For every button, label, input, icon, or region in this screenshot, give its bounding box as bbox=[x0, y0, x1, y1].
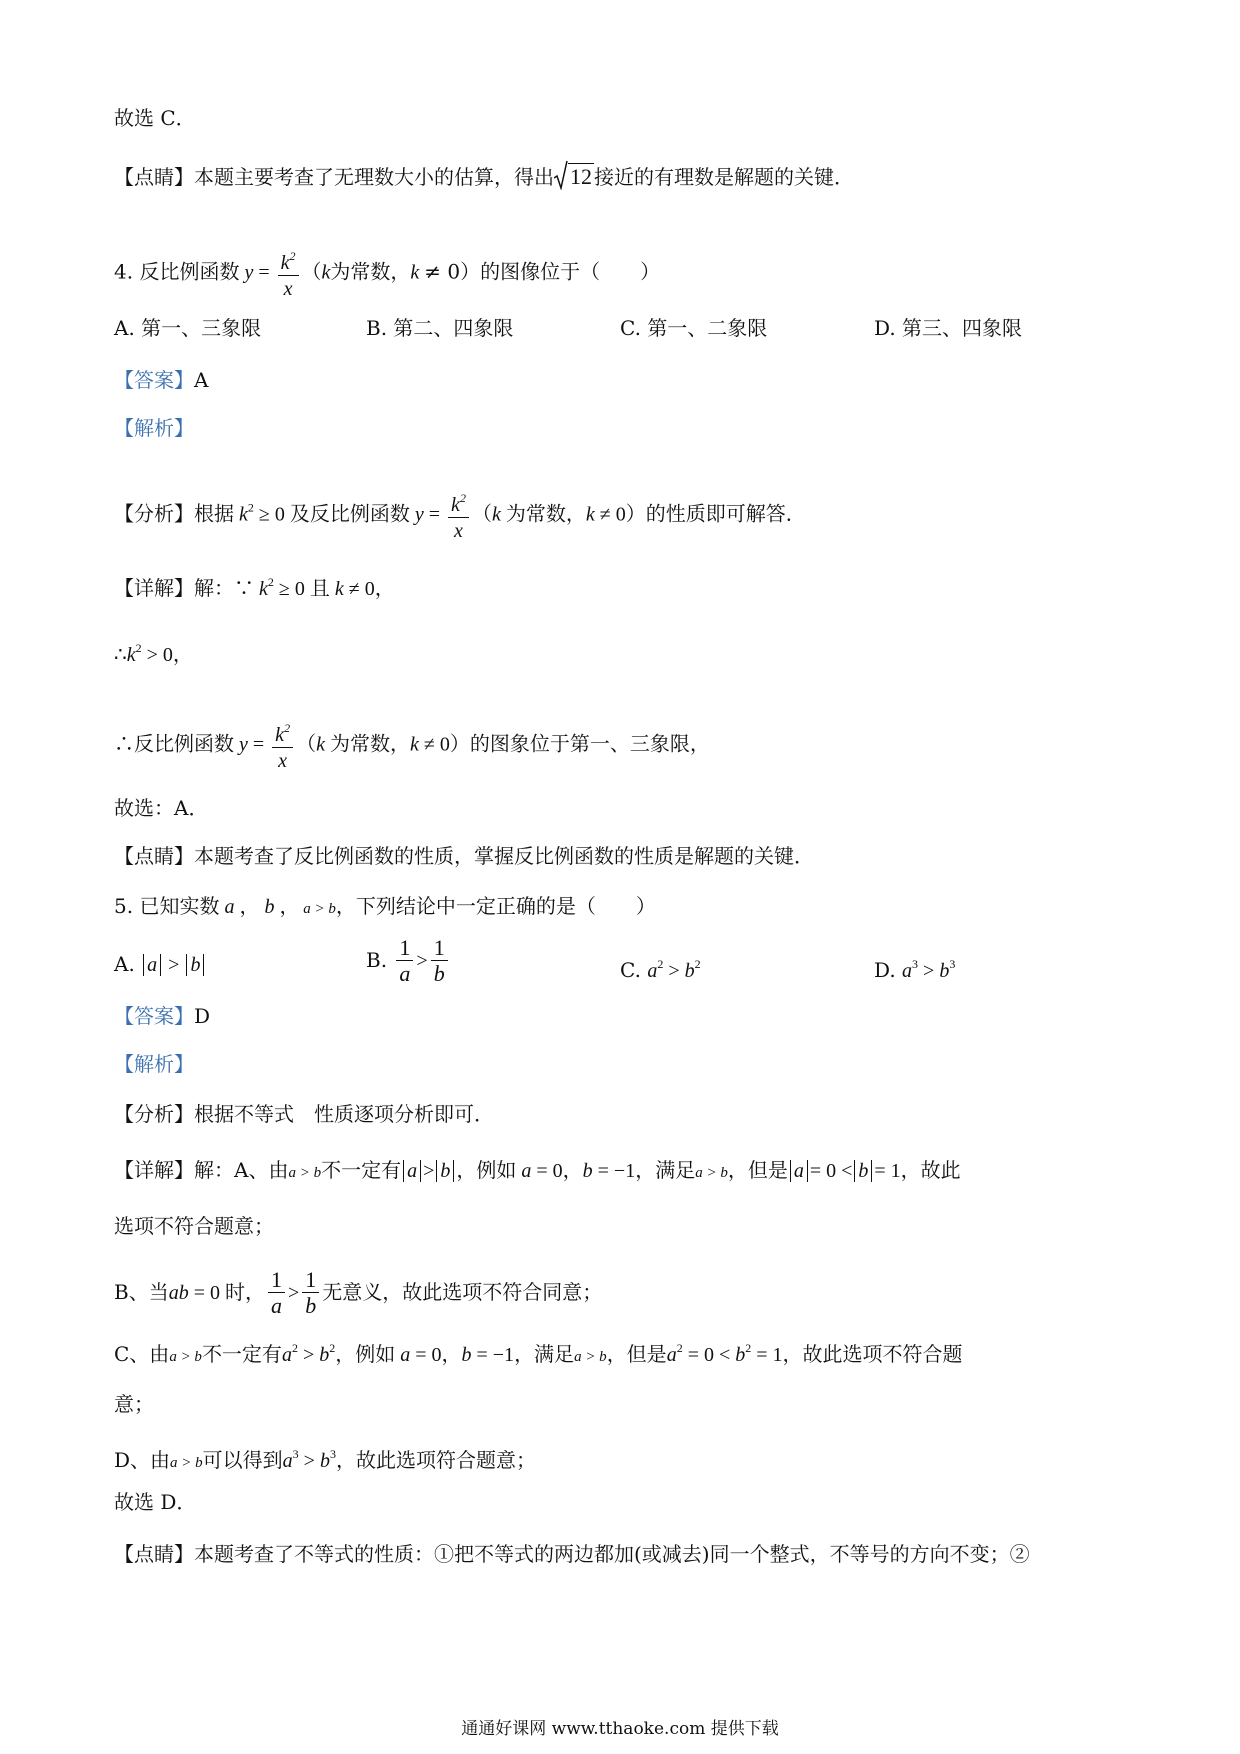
q4-therefore-2: ∴反比例函数 y = $\frac{k^2}{x}$ （k 为常数，k ≠ 0）的图象位于第一、三象限， bbox=[114, 716, 710, 774]
q4-detail: 【详解】解：∵ $k^2 \ge 0$ 且 k ≠ 0， bbox=[114, 575, 395, 600]
sqrt-12: 12 bbox=[554, 160, 594, 190]
q5-conclusion: 故选 D． bbox=[114, 1490, 197, 1514]
q4-answer: 【答案】A bbox=[114, 368, 209, 392]
footer-watermark: 通通好课网 www.tthaoke.com 提供下载 bbox=[461, 1719, 779, 1739]
q5-fenxi: 【分析】根据不等式 性质逐项分析即可． bbox=[114, 1102, 494, 1126]
q5-analysis-label: 【解析】 bbox=[114, 1052, 194, 1076]
q5-stem: 5. 已知实数 a ， b ， a > b，下列结论中一定正确的是（ ） bbox=[114, 894, 656, 918]
q4-option-a: A. 第一、三象限 bbox=[114, 316, 262, 340]
q4-stem: 4. 反比例函数 y = $\frac{k^2}{x}$ （k为常数，k ≠ 0）的图像位于（ ） bbox=[114, 244, 660, 302]
q4-fraction: $\frac{k^2}{x}$ bbox=[278, 244, 299, 302]
q4-fenxi: 【分析】根据 $k^2 \ge 0$ 及反比例函数 y = $\frac{k^2}{x}$ （k 为常数，k ≠ 0）的性质即可解答． bbox=[114, 486, 806, 544]
q4-option-d: D. 第三、四象限 bbox=[874, 316, 1023, 340]
q5-detail-d: D、由a > b可以得到$a^3 > b^3$，故此选项符合题意； bbox=[114, 1447, 536, 1472]
q5-option-c: C. $a^2 > b^2$ bbox=[620, 957, 701, 982]
q4-option-b: B. 第二、四象限 bbox=[366, 316, 514, 340]
q5-detail-a: 【详解】解：A、由a > b不一定有 a > b ，例如 a = 0，b = −1，满足a > b，但是 a = 0 < b = 1，故此 bbox=[114, 1158, 961, 1182]
q4-option-c: C. 第一、二象限 bbox=[620, 316, 768, 340]
q5-option-b: B. $\frac{1}{a}$ > $\frac{1}{b}$ bbox=[366, 936, 451, 987]
q4-analysis-label: 【解析】 bbox=[114, 416, 194, 440]
prev-answer-line: 故选 C． bbox=[114, 106, 196, 130]
q5-detail-a-cont: 选项不符合题意； bbox=[114, 1214, 274, 1238]
q4-therefore-1: $\therefore k^2 > 0$， bbox=[114, 641, 193, 666]
q4-point: 【点睛】本题考查了反比例函数的性质，掌握反比例函数的性质是解题的关键． bbox=[114, 844, 814, 868]
q5-option-d: D. $a^3 > b^3$ bbox=[874, 957, 956, 982]
q5-detail-c-cont: 意； bbox=[114, 1392, 154, 1416]
q5-option-a: A. a > b bbox=[114, 950, 206, 979]
q5-detail-b: B、当ab = 0 时， $\frac{1}{a}$ > $\frac{1}{b}$ 无意义，故此选项不符合同意； bbox=[114, 1267, 603, 1318]
q5-detail-c: C、由a > b不一定有$a^2 > b^2$，例如 a = 0，b = −1，满足a > b，但是$a^2 = 0 < b^2 = 1$，故此选项不符合题 bbox=[114, 1341, 963, 1366]
q5-point: 【点睛】本题考查了不等式的性质：①把不等式的两边都加(或减去)同一个整式，不等号的方向不变；② bbox=[114, 1542, 1030, 1566]
prev-point-line: 【点睛】本题主要考查了无理数大小的估算，得出 12 接近的有理数是解题的关键． bbox=[114, 160, 854, 191]
q4-conclusion: 故选：A． bbox=[114, 796, 209, 820]
q5-answer: 【答案】D bbox=[114, 1004, 211, 1028]
